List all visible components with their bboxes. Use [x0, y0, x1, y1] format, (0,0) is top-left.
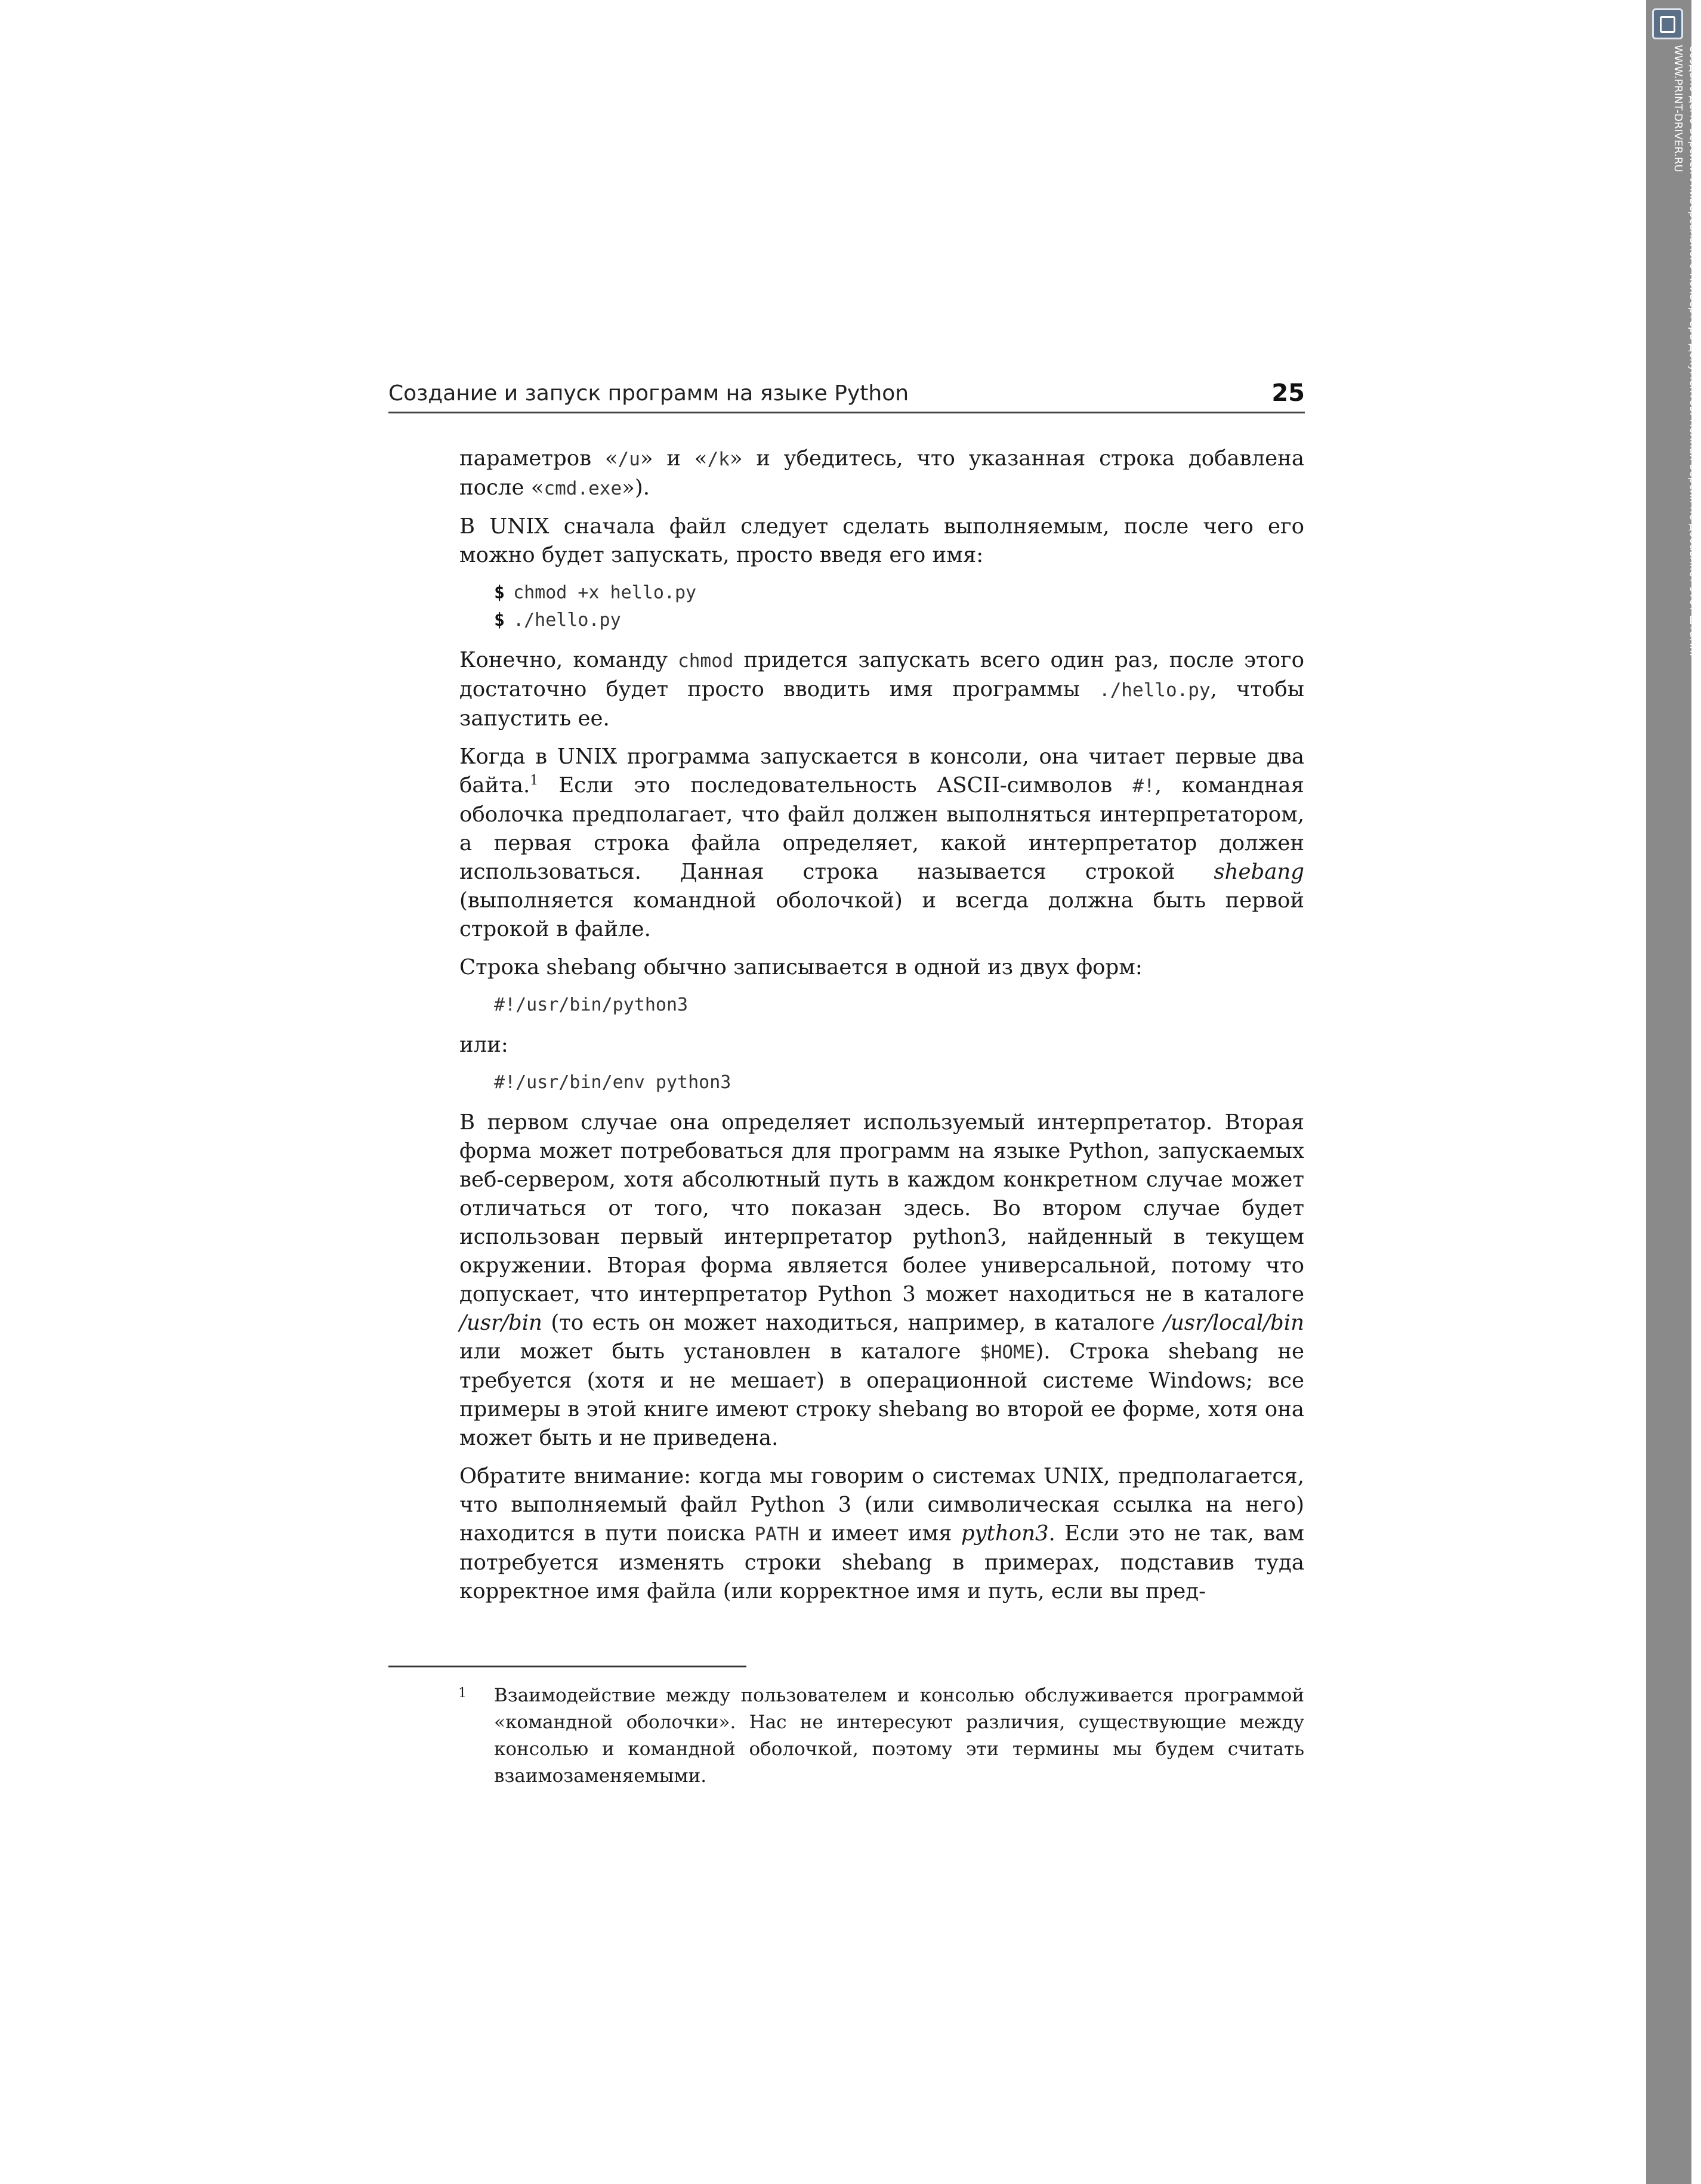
italic-term: shebang	[1214, 860, 1304, 884]
paragraph-8	[459, 1462, 1304, 1606]
text-run: » и «	[640, 446, 708, 471]
text-run: (то есть он может находиться, например, в каталоге	[542, 1311, 1163, 1335]
paragraph-5: Строка shebang обычно записывается в одной из двух форм:	[459, 955, 1143, 980]
watermark-url[interactable]: WWW.PRINT-DRIVER.RU	[1672, 45, 1684, 172]
text-run: Конечно, команду	[459, 648, 678, 672]
code-inline: /k	[707, 449, 730, 470]
footnote-mark: 1	[458, 1686, 467, 1701]
footnote-ref[interactable]: 1	[530, 773, 539, 789]
text-run: » и убедитесь, что указанная строка добавлена после «	[459, 446, 1304, 500]
paragraph-1	[459, 444, 1304, 503]
text-run: и имеет имя	[799, 1521, 961, 1546]
code-inline: PATH	[754, 1524, 799, 1545]
footnote-divider	[388, 1666, 746, 1667]
code-block-chmod	[494, 579, 1304, 634]
code-inline: cmd.exe	[544, 478, 622, 499]
text-run: В первом случае она определяет используемый интерпретатор. Вторая форма может потребоваться для программ на языке Python, запускаемых веб-сервером, хотя абсолютный путь в каждом конкретном случае может отличаться от того, что показан здесь. Во втором случае будет использован первый интерпретатор python3, найденный в текущем окружении. Вторая форма является более универсальной, потому что допускает, что интерпретатор Python 3 может находиться не в каталоге	[459, 1110, 1304, 1306]
shell-command: chmod +x hello.py	[513, 582, 697, 603]
footnote-text: Взаимодействие между пользователем и консолью обслуживается программой «командной оболочки». Нас не интересуют различия, существующие между консолью и командной оболочкой, поэтому эти термины мы будем считать взаимозаменяемыми.	[494, 1685, 1304, 1787]
text-run: »).	[622, 475, 650, 500]
text-run: , чтобы запустить ее.	[459, 677, 1304, 731]
code-block-shebang-1	[494, 991, 1304, 1019]
footnote	[459, 1682, 1304, 1790]
shell-prompt: $	[494, 610, 505, 631]
code-line	[494, 579, 1304, 607]
shell-command: ./hello.py	[513, 610, 621, 631]
running-title: Создание и запуск программ на языке Python	[388, 381, 909, 406]
italic-term: python3	[961, 1521, 1049, 1546]
text-run: придется запускать всего один раз, после этого достаточно будет просто вводить имя программы	[459, 648, 1304, 702]
paragraph-3	[459, 646, 1304, 733]
watermark-banner	[1646, 0, 1700, 2184]
watermark-text	[1670, 45, 1701, 656]
paragraph-2: В UNIX сначала файл следует сделать выполняемым, после чего его можно будет запускать, просто введя его имя:	[459, 514, 1304, 567]
text-run: Обратите внимание: когда мы говорим о системах UNIX, предполагается, что выполняемый файл Python 3 (или символическая ссылка на него) находится в пути поиска	[459, 1464, 1304, 1546]
text-run: . Если это не так, вам потребуется изменять строки shebang в примерах, подставив туда корректное имя файла (или корректное имя и путь, если вы пред-	[459, 1521, 1304, 1604]
page-number: 25	[1271, 379, 1305, 407]
text-run: ). Строка shebang не требуется (хотя и не мешает) в операционной системе Windows; все примеры в этой книге имеют строку shebang во второй ее форме, хотя она может быть и не приведена.	[459, 1339, 1304, 1450]
text-run: Если это последовательность ASCII-символов	[538, 773, 1133, 798]
code-line: #!/usr/bin/env python3	[494, 1072, 731, 1093]
running-header	[388, 375, 1305, 413]
paragraph-4	[459, 743, 1304, 944]
code-inline: $HOME	[980, 1342, 1036, 1363]
converter-logo-icon	[1652, 8, 1683, 39]
code-inline: ./hello.py	[1098, 679, 1211, 701]
watermark-line: Создано демо-версией Универсального Конвертера Документов. Полная версия не добавляет этот штамп.	[1687, 45, 1700, 657]
code-inline: /u	[618, 449, 640, 470]
code-block-shebang-2	[494, 1069, 1304, 1096]
code-line: #!/usr/bin/python3	[494, 994, 689, 1015]
text-run: параметров «	[459, 446, 618, 471]
code-inline: chmod	[678, 650, 734, 672]
paragraph-6: или:	[459, 1033, 508, 1057]
text-run: (выполняется командной оболочкой) и всегда должна быть первой строкой в файле.	[459, 888, 1304, 941]
text-run: , командная оболочка предполагает, что файл должен выполняться интерпретатором, а первая строка файла определяет, какой интерпретатор должен использоваться. Данная строка называется строкой	[459, 773, 1304, 884]
paragraph-7	[459, 1108, 1304, 1453]
italic-path: /usr/bin	[459, 1311, 542, 1335]
code-line	[494, 607, 1304, 634]
text-run: Когда в UNIX программа запускается в консоли, она читает первые два байта.	[459, 745, 1304, 798]
body-text	[459, 444, 1304, 1615]
italic-path: /usr/local/bin	[1163, 1311, 1304, 1335]
code-inline: #!	[1132, 776, 1155, 797]
text-run: или может быть установлен в каталоге	[459, 1339, 980, 1364]
shell-prompt: $	[494, 582, 505, 603]
